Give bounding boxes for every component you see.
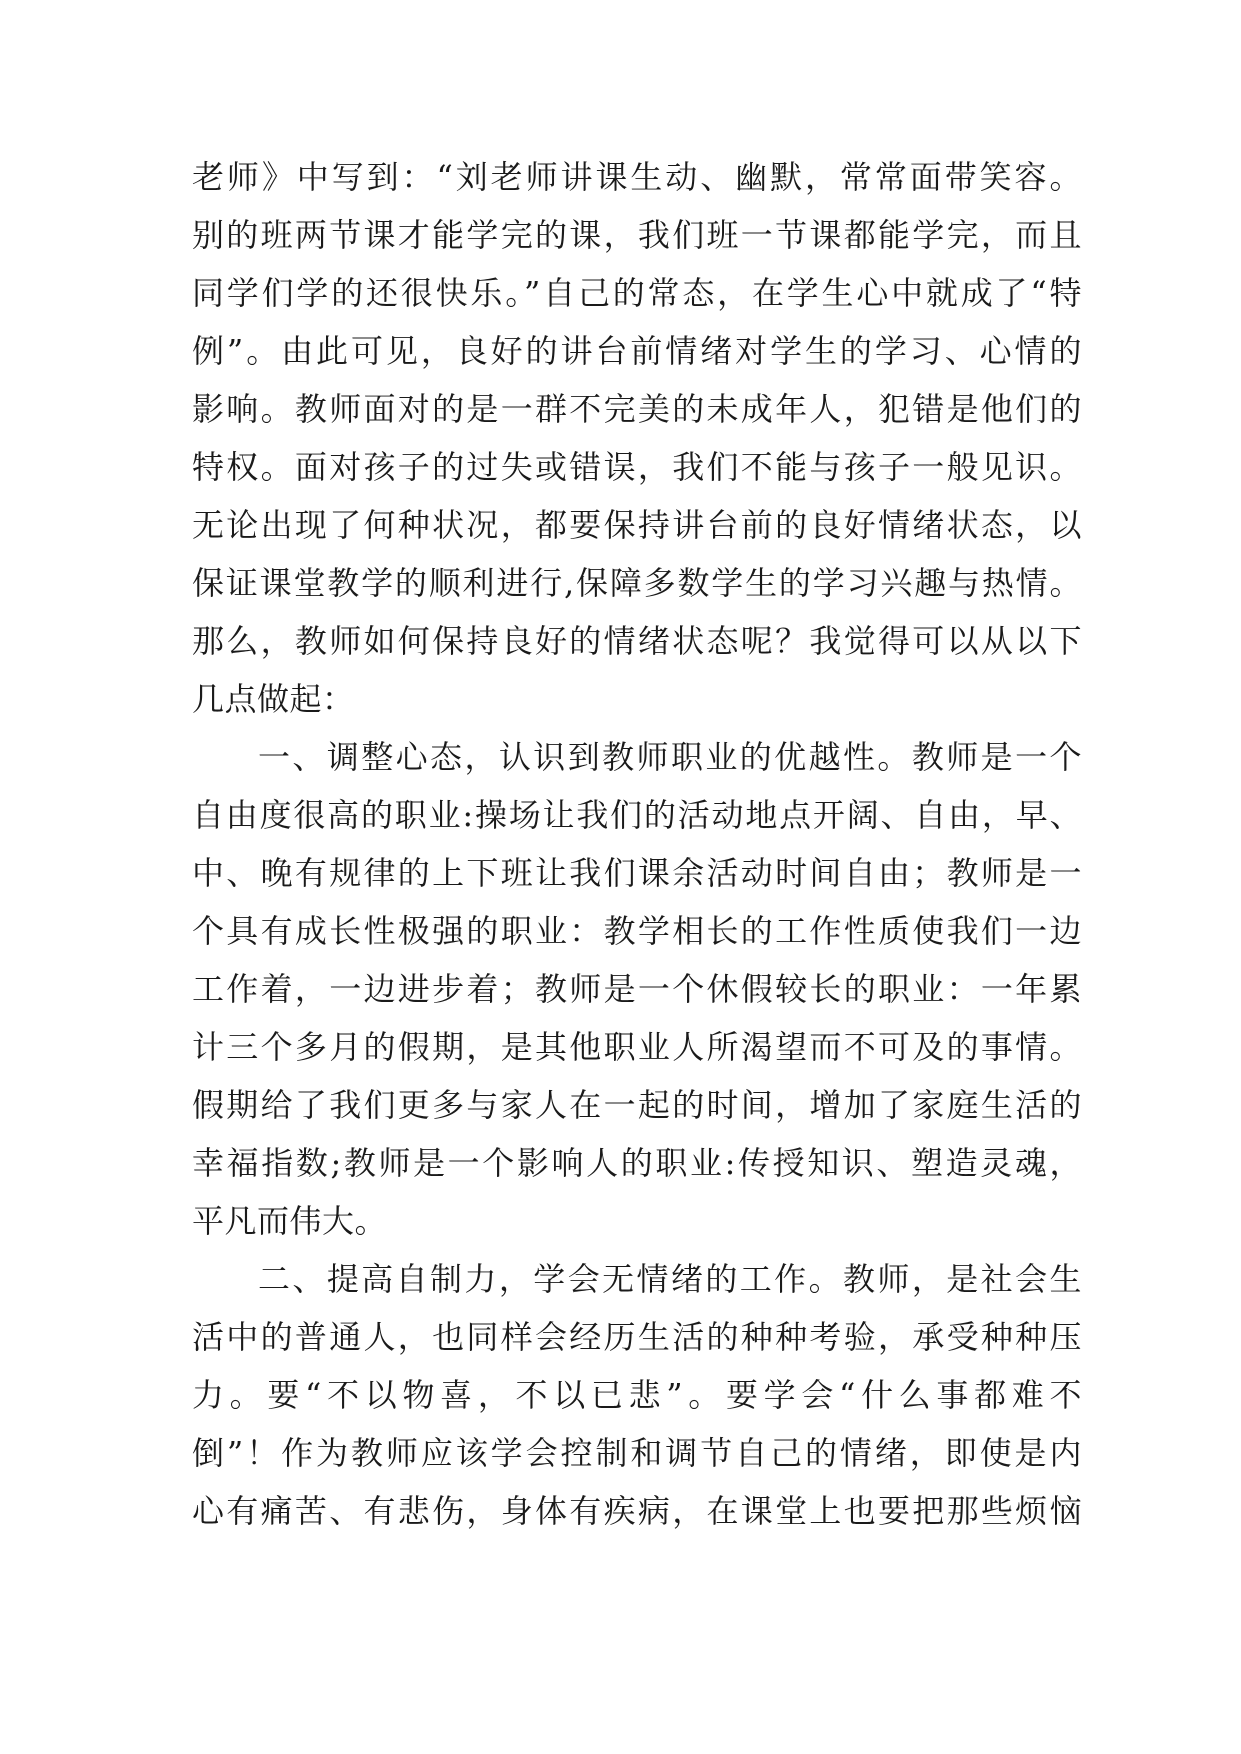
text-line: 例”。由此可见，良好的讲台前情绪对学生的学习、心情的 (192, 332, 1082, 370)
text-line: 活中的普通人，也同样会经历生活的种种考验，承受种种压 (192, 1318, 1082, 1356)
text-line: 保证课堂教学的顺利进行,保障多数学生的学习兴趣与热情。 (192, 564, 1082, 602)
text-line: 同学们学的还很快乐。”自己的常态，在学生心中就成了“特 (192, 274, 1082, 312)
text-line: 影响。教师面对的是一群不完美的未成年人，犯错是他们的 (192, 390, 1082, 428)
text-line: 心有痛苦、有悲伤，身体有疾病，在课堂上也要把那些烦恼 (192, 1492, 1082, 1530)
text-line: 那么，教师如何保持良好的情绪状态呢？我觉得可以从以下 (192, 622, 1082, 660)
text-line: 中、晚有规律的上下班让我们课余活动时间自由；教师是一 (192, 854, 1082, 892)
text-line: 力。要“不以物喜，不以已悲”。要学会“什么事都难不 (192, 1376, 1082, 1414)
text-line: 幸福指数;教师是一个影响人的职业:传授知识、塑造灵魂， (192, 1144, 1082, 1182)
text-line: 假期给了我们更多与家人在一起的时间，增加了家庭生活的 (192, 1086, 1082, 1124)
text-line: 特权。面对孩子的过失或错误，我们不能与孩子一般见识。 (192, 448, 1082, 486)
text-line: 倒”！作为教师应该学会控制和调节自己的情绪，即使是内 (192, 1434, 1082, 1472)
text-line: 个具有成长性极强的职业：教学相长的工作性质使我们一边 (192, 912, 1082, 950)
text-line: 平凡而伟大。 (192, 1202, 388, 1240)
text-line: 计三个多月的假期，是其他职业人所渴望而不可及的事情。 (192, 1028, 1082, 1066)
text-line: 工作着，一边进步着；教师是一个休假较长的职业：一年累 (192, 970, 1082, 1008)
text-line: 自由度很高的职业:操场让我们的活动地点开阔、自由，早、 (192, 796, 1082, 834)
document-body (192, 148, 1082, 1540)
paragraph-first-line: 一、调整心态，认识到教师职业的优越性。教师是一个 (258, 738, 1082, 776)
text-line: 几点做起： (192, 680, 355, 718)
paragraph-first-line: 二、提高自制力，学会无情绪的工作。教师，是社会生 (258, 1260, 1082, 1298)
text-line: 别的班两节课才能学完的课，我们班一节课都能学完，而且 (192, 216, 1082, 254)
text-line: 老师》中写到：“刘老师讲课生动、幽默，常常面带笑容。 (192, 158, 1082, 196)
text-line: 无论出现了何种状况，都要保持讲台前的良好情绪状态，以 (192, 506, 1082, 544)
